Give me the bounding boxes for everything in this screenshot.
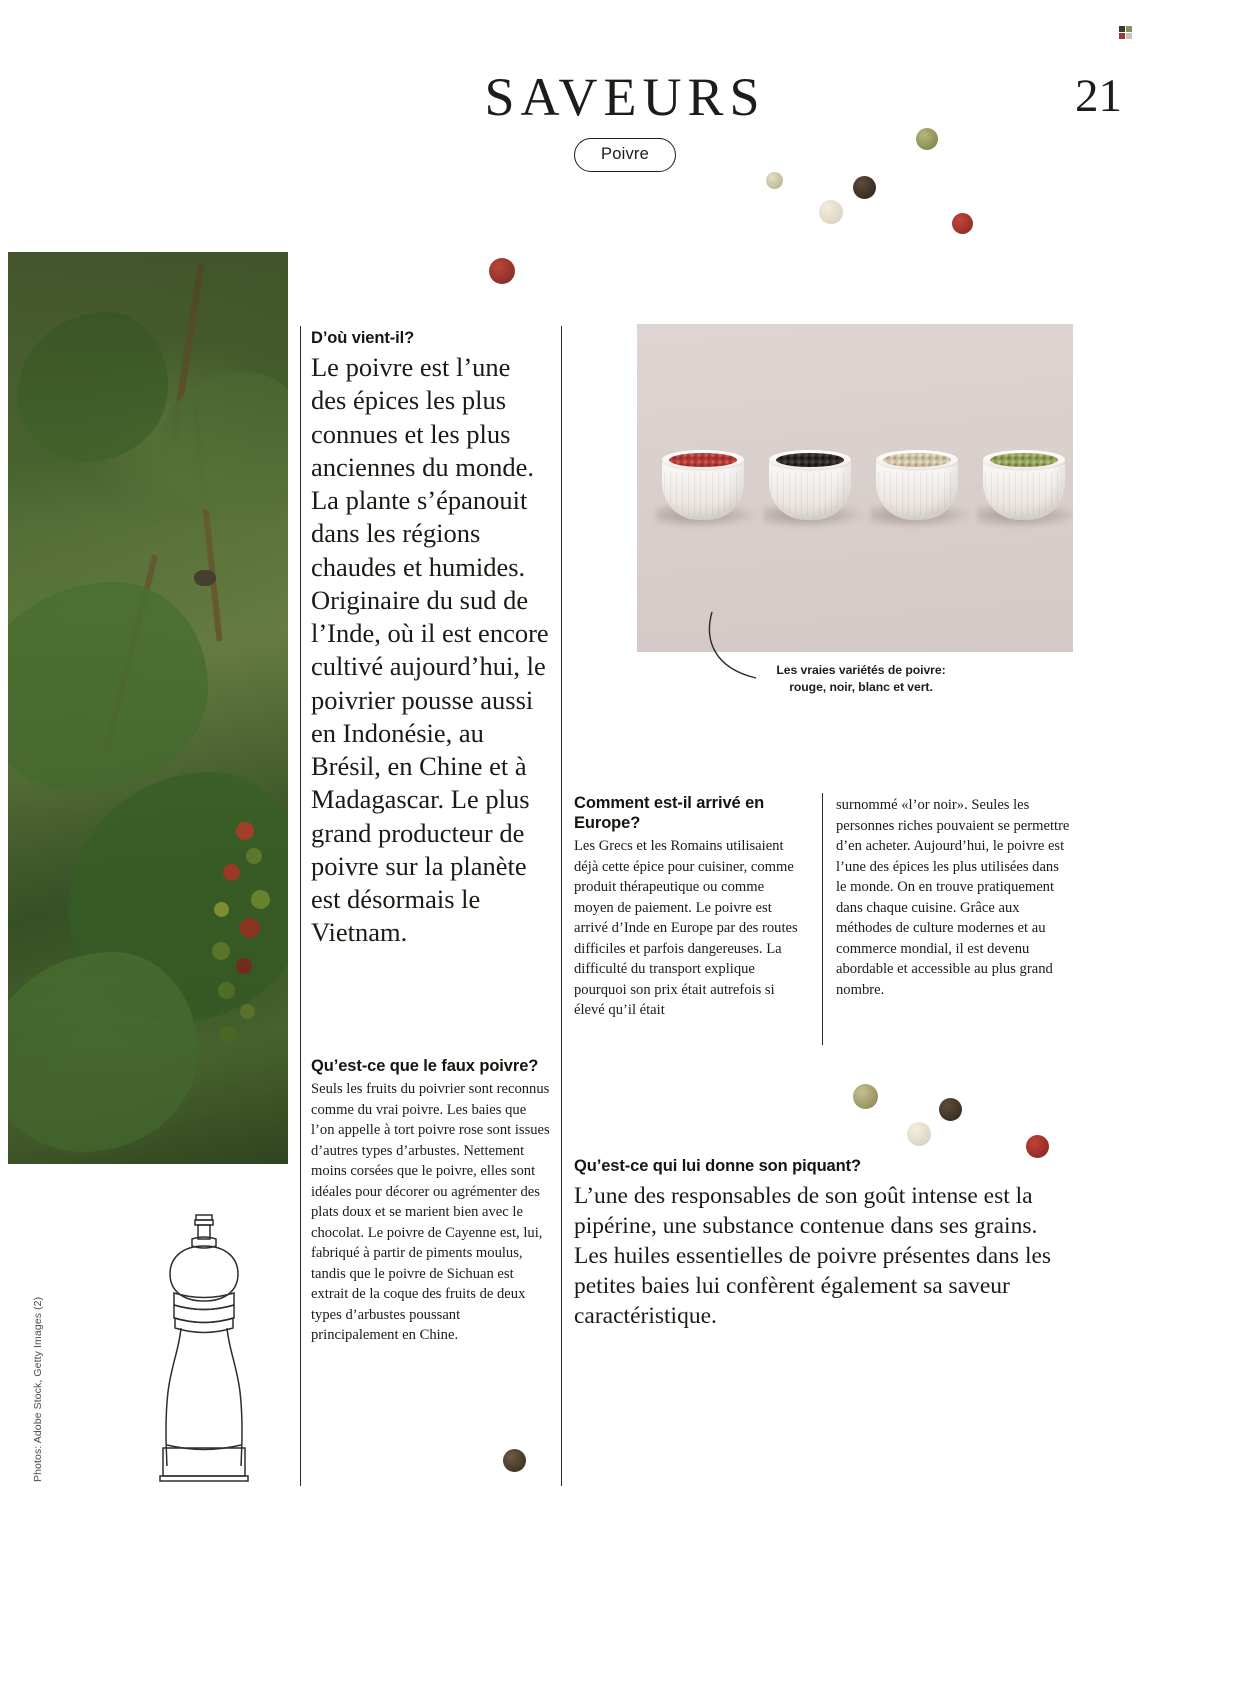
topic-badge: Poivre <box>574 138 676 172</box>
section-europe-continued <box>836 795 1073 1000</box>
column-rule-mid <box>561 326 562 1486</box>
peppercorn-decoration <box>907 1122 931 1146</box>
peppercorn-decoration <box>939 1098 962 1121</box>
origin-lead: Le poivre est l’une des épices les plus connues et les plus anciennes du monde. La plante s’épanouit dans les régions chaudes et humides. Originaire du sud de l’Inde, où il est encore cultivé aujourd’hui, le poivrier pousse aussi en Indonésie, au Brésil, en Chine et à Madagascar. Le plus grand producteur de poivre sur la planète est désormais le Vietnam. <box>311 352 549 948</box>
black-peppercorn-bowl <box>769 442 851 520</box>
spiciness-lead: L’une des responsables de son goût intense est la pipérine, une substance contenue dans ses grains. Les huiles essentielles de poivre présentes dans les petites baies lui confèrent également sa saveur caractéristique. <box>574 1183 1052 1329</box>
page-title: SAVEURS <box>484 67 766 127</box>
spiciness-heading: Qu’est-ce qui lui donne son piquant? <box>574 1157 861 1175</box>
photo-credit: Photos: Adobe Stock, Getty Images (2) <box>32 1296 44 1482</box>
pepper-plant-photo <box>8 252 288 1164</box>
europe-body-column-2: surnommé «l’or noir». Seules les personnes riches pouvaient se permettre d’en acheter. Aujourd’hui, le poivre est l’une des épices les plus utilisées dans le monde. On en trouve pratiquement dans chaque cuisine. Grâce aux méthodes de culture modernes et au commerce mondial, il est devenu abordable et accessible au plus grand nombre. <box>836 797 1070 998</box>
peppercorn-decoration <box>766 172 783 189</box>
green-peppercorn-bowl <box>983 442 1065 520</box>
europe-body-column-1: Les Grecs et les Romains utilisaient déjà cette épice pour cuisiner, comme produit thérapeutique ou comme moyen de paiement. Le poivre est arrivé d’Inde en Europe par des routes difficiles et parfois dangereuses. La difficulté du transport explique pourquoi son prix était autrefois si élevé qu’il était <box>574 838 798 1019</box>
section-false-pepper <box>311 1056 551 1346</box>
pepper-varieties-photo <box>637 324 1073 652</box>
false-pepper-body: Seuls les fruits du poivrier sont reconnus comme du vrai poivre. Les baies que l’on appelle à tort poivre rose sont issues d’autres types d’arbustes. Nettement moins corsées que le poivre, elles sont idéales pour décorer ou agrémenter des plats doux et se marient bien avec le chocolat. Le poivre de Cayenne est, lui, fabriqué à partir de piments moulus, tandis que le poivre de Sichuan est extrait de la coque des fruits de deux types d’arbustes poussant principalement en Chine. <box>311 1081 550 1344</box>
europe-heading: Comment est-il arrivé en Europe? <box>574 794 765 833</box>
section-spiciness <box>574 1156 1073 1331</box>
section-europe <box>574 793 805 1021</box>
masthead <box>0 67 1250 172</box>
peppercorn-decoration <box>819 200 843 224</box>
white-peppercorn-bowl <box>876 442 958 520</box>
page-number: 21 <box>1075 70 1122 122</box>
section-origin <box>311 328 551 950</box>
peppercorn-decoration <box>1026 1135 1049 1158</box>
column-rule-right <box>822 793 823 1045</box>
red-peppercorn-bowl <box>662 442 744 520</box>
column-rule-left <box>300 326 301 1486</box>
color-registration-mark <box>1119 26 1132 39</box>
origin-heading: D’où vient-il? <box>311 329 415 347</box>
peppercorn-decoration <box>916 128 938 150</box>
peppercorn-decoration <box>489 258 515 284</box>
pepper-mill-illustration <box>148 1205 260 1483</box>
false-pepper-heading: Qu’est-ce que le faux poivre? <box>311 1057 539 1075</box>
peppercorn-decoration <box>853 176 876 199</box>
peppercorn-decoration <box>503 1449 526 1472</box>
peppercorn-decoration <box>853 1084 878 1109</box>
caption-leader-line <box>694 610 784 705</box>
peppercorn-decoration <box>952 213 973 234</box>
photo-caption: Les vraies variétés de poivre: rouge, noir, blanc et vert. <box>776 663 946 694</box>
